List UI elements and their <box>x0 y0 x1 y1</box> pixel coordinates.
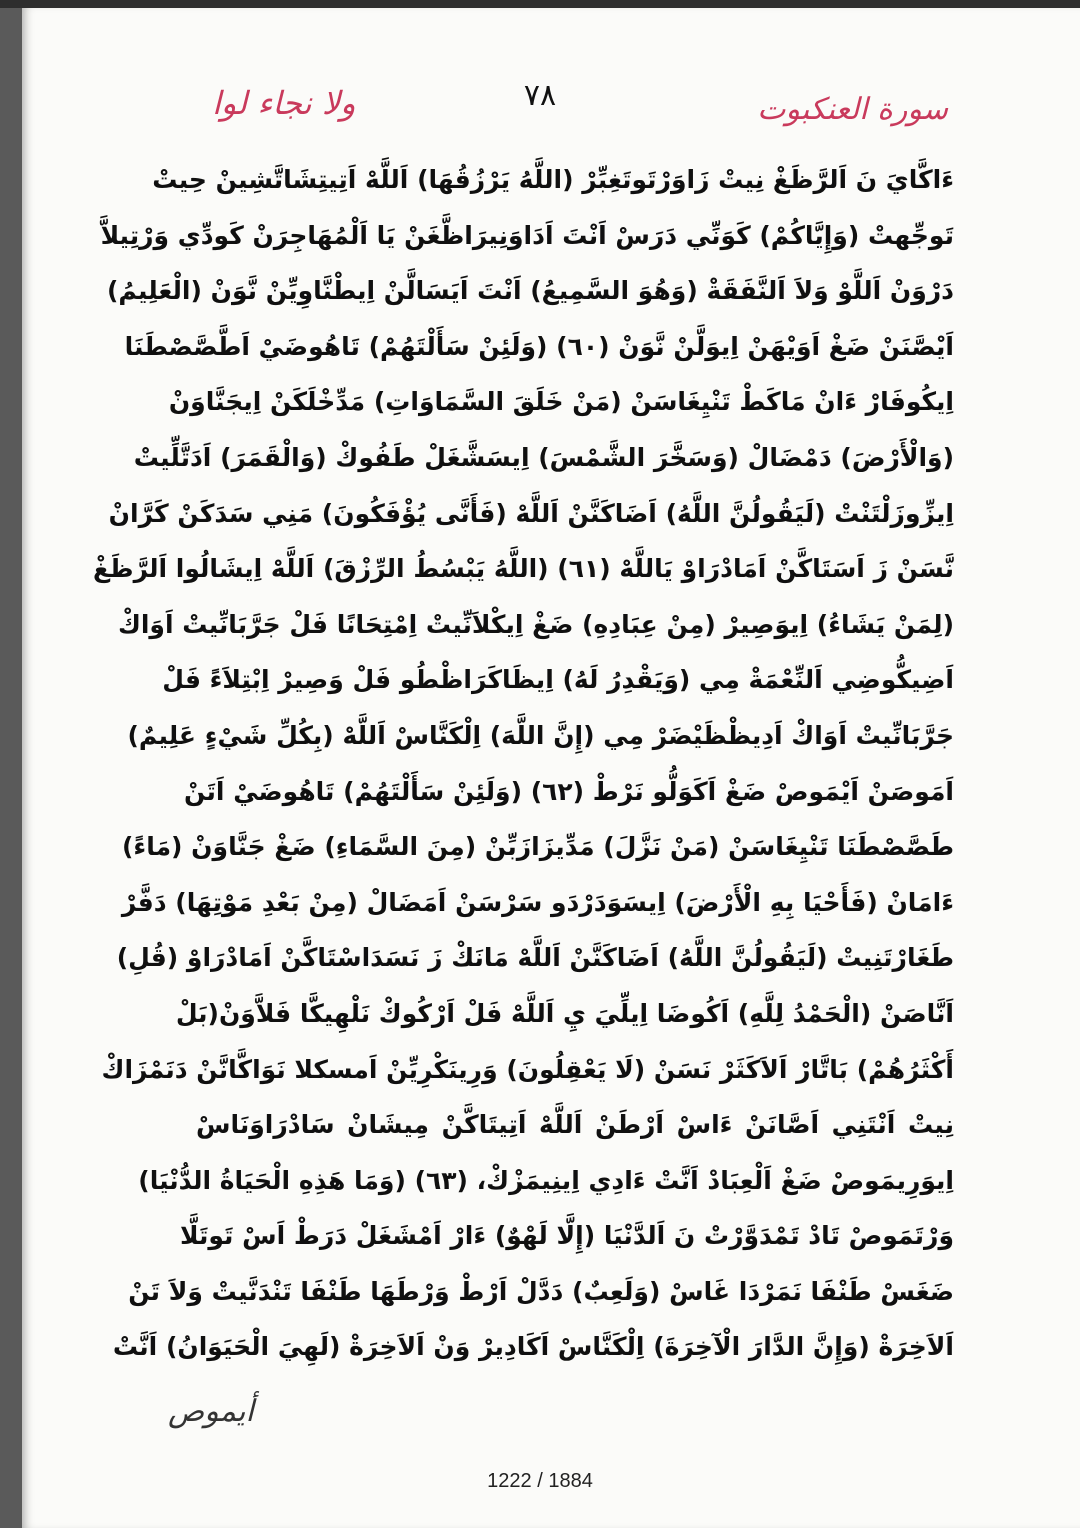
text-line: اِيزِّوزَلْتَنْتْ (لَيَقُولُنَّ اللَّهُ) اَضَاكَنَّنْ اَللَّهْ (فَأَنَّى يُؤْفَكُونَ) مَنِي سَدَكَنْ كَرَّانْ <box>108 498 954 528</box>
text-line: اَنَّاصَنْ (الْحَمْدُ لِلَّهِ) اَكُوضَا اِيلِّيَ يِ اَللَّهْ فَلْ اَرْكُوكْ نَلْهِيكَّا فَلاَّوَنْ(بَلْ <box>175 998 954 1028</box>
text-line: ضَغَسْ طَنْفَا نَمَرْدَا غَاسْ (وَلَعِبٌ) دَدَّلْ اَرْطْ وَرْطَهَا طَنْفَا تَنْدَنَّيتْ وَلاَ تَنْ <box>128 1276 954 1306</box>
text-line: ءَامَانْ (فَأَحْيَا بِهِ الْأَرْضَ) اِيسَوَدَرْدَو سَرْسَنْ اَمَضَالْ (مِنْ بَعْدِ مَوْتِهَا) دَفَّرْ <box>121 887 954 917</box>
page-counter: 1222 / 1884 <box>487 1470 593 1492</box>
text-line: طَصَّصْطَنَا تَنْيِغَاسَنْ (مَنْ نَزَّلَ) مَدِّيزَازَبِّنْ (مِنَ السَّمَاءِ) ضَغْ جَنَّاوَنْ (مَاءً) <box>121 832 954 862</box>
text-line: وَرْتَمَوصْ تَادْ تَمْدَوَّرْتْ نَ اَلدَّنْيَا (إِلَّا لَهْوٌ) ءَارْ اَمْشَغَلْ دَرَطْ اَسْ تَوتَلَّا <box>179 1221 954 1251</box>
text-line: (وَالْأَرْضَ) دَمْضَالْ (وَسَخَّرَ الشَّمْسَ) اِيسَشَّغَلْ طَفُوكْ (وَالْقَمَرَ) اَدَتَّلِّيتْ <box>133 442 954 472</box>
handwritten-surah-title: سورة العنكبوت <box>757 92 948 127</box>
text-line: تَوجِّهتْ (وَإِيَّاكُمْ) كَوَنِّي دَرَسْ اَنْتَ اَدَاوَنِيرَاظَّغَنْ يَا اَلْمُهَاجِرَنْ كَودِّي وَرْتِيلاَّ <box>100 220 954 250</box>
text-line: اَلاَخِرَةْ (وَإِنَّ الدَّارَ الْآخِرَةَ) اِلْكَنَّاسْ اَكَادِيرْ وَنْ اَلاَخِرَةْ (لَهِيَ الْحَيَوَانُ) اَنَّتْ <box>112 1332 954 1362</box>
top-edge-band <box>0 0 1080 8</box>
text-line: نَّسَنْ زَ اَسَتَاكَّنْ اَمَادْرَاوْ يَاللَّهْ (٦١) (اللَّهُ يَبْسُطُ الرِّزْقَ) اَللَّهْ اِيشَالُوا اَلرَّظَغْ <box>92 554 954 584</box>
handwritten-catchword: أيموص <box>168 1394 254 1429</box>
text-line: (لِمَنْ يَشَاءُ) اِيوَصِيرْ (مِنْ عِبَادِهِ) ضَغْ اِيكْلاَنِّيتْ اِمْتِحَانًا فَلْ جَرَّبَانِّيتْ اَوَاكْ <box>117 609 954 639</box>
text-line: اَضِيكُّوضِي اَلنِّعْمَةْ مِي (وَيَقْدِرُ لَهُ) اِيظَاكَرَاظْطُو فَلْ وَصِيرْ اِبْتِلاَءً فَلْ <box>162 665 954 695</box>
page-number: ٧٨ <box>523 78 557 113</box>
text-line: دَرْوَنْ اَللَّوْ وَلاَ اَلنَّفَقَةْ (وَهُوَ السَّمِيعُ) اَنْتَ اَيَسَالَّنْ اِيطْنَّاوِيِّنْ نَّوَنْ (الْعَلِيمُ) <box>106 276 954 306</box>
text-line: اَمَوصَنْ اَيْمَوصْ ضَغْ اَكَوَلُّو نَرْطْ (٦٢) (وَلَئِنْ سَأَلْتَهُمْ) تَاهُوضَيْ اَتَنْ <box>184 776 954 806</box>
text-line: أَكْثَرُهُمْ) بَاتَّارْ اَلاَكَثَرْ نَسَنْ (لَا يَعْقِلُونَ) وَرِينَكْرِيِّنْ اَمسكلا نَوَاكَّانَّنْ دَنَمْزَاكْ <box>101 1054 954 1084</box>
text-line: طَغَارْتَنِيتْ (لَيَقُولُنَّ اللَّهُ) اَضَاكَنَّنْ اَللَّهْ مَانَكْ زَ نَسَدَاسْتَاكَّنْ اَمَادْرَاوْ (قُلِ) <box>116 943 954 973</box>
text-line: ءَاكَّايَ نَ اَلرَّظَغْ نِيتْ زَاوَرْتَوتَغِبِّرْ (اللَّهُ يَرْزُقُهَا) اَللَّهْ اَتِيتِشَاتَّشِينْ حِيتْ <box>152 165 954 194</box>
text-line: جَرَّبَانِّيتْ اَوَاكْ اَدِيظْظَيْضَرْ مِي (إِنَّ اللَّهَ) اِلْكَنَّاسْ اَللَّهْ (بِكُلِّ شَيْءٍ عَلِيمٌ) <box>127 720 954 750</box>
handwritten-margin-note: ولا نجاء لوا <box>212 84 356 122</box>
text-line: اِيوَرِيمَوصْ ضَغْ اَلْعِبَادْ اَنَّتْ ءَادِي اِينِيمَزْكْ، (٦٣) (وَمَا هَذِهِ الْحَيَاةُ الدُّنْيَا) <box>138 1165 954 1195</box>
text-line: اِيكُوفَارْ ءَانْ مَاكَطْ تَنْيِغَاسَنْ (مَنْ خَلَقَ السَّمَاوَاتِ) مَدِّخْلَكَنْ اِيجَنَّاوَنْ <box>168 387 954 417</box>
body-text-block <box>92 152 954 1375</box>
text-line: نِيتْ اَنْتَنِي اَصَّانَنْ ءَاسْ اَرْطَنْ اَللَّهْ اَتِيتَاكَّنْ مِيشَانْ سَادْرَاوَنَاسْ <box>196 1110 954 1140</box>
text-line: اَيْصَّنَنْ ضَغْ اَوَيْهَنْ اِيوَلَّنْ نَّوَنْ (٦٠) (وَلَئِنْ سَأَلْتَهُمْ) تَاهُوضَيْ اَطَّصَّصْطَنَا <box>124 331 954 361</box>
